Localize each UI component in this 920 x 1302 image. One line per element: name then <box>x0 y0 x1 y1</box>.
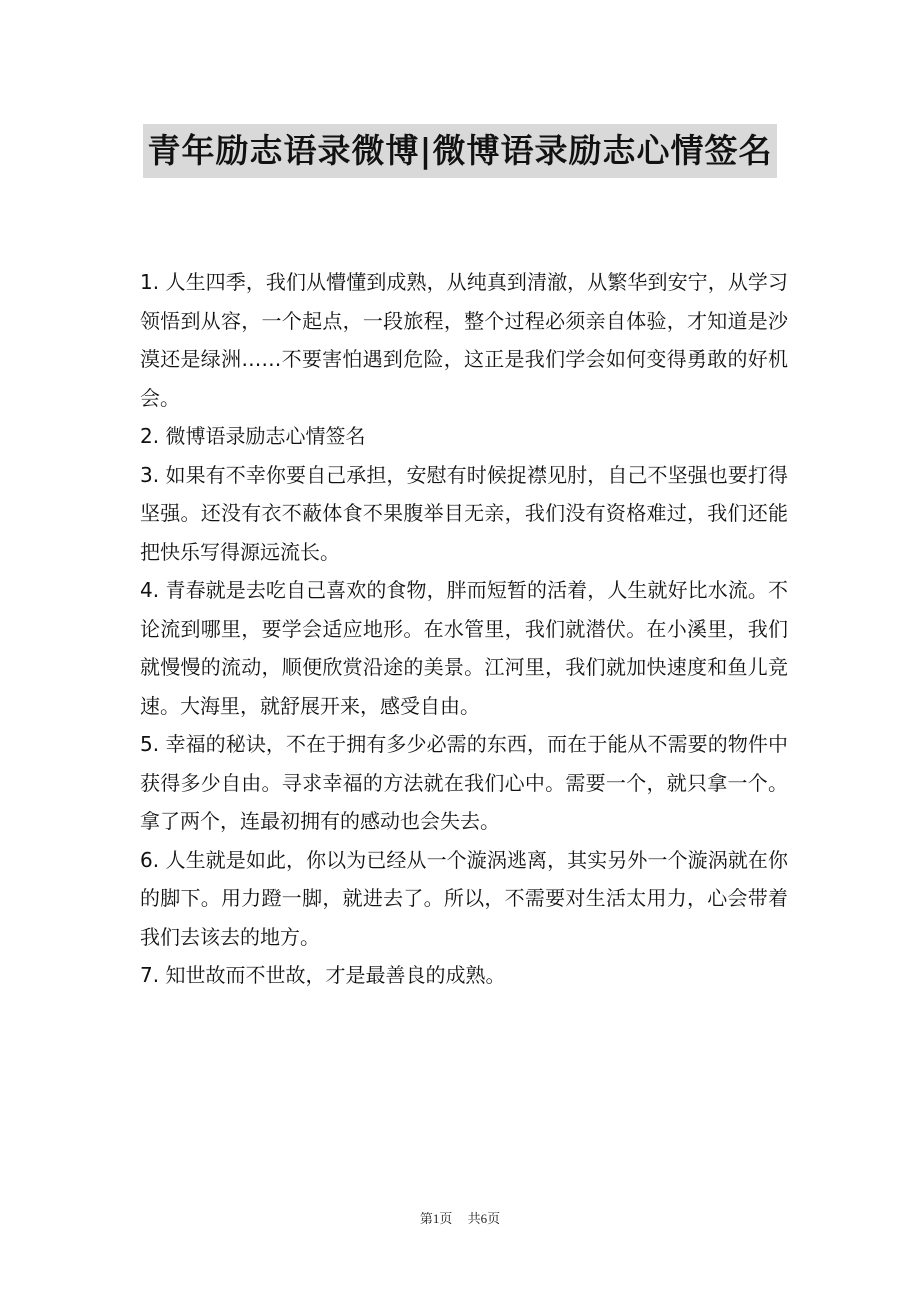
paragraph-7: 7. 知世故而不世故，才是最善良的成熟。 <box>140 963 506 987</box>
paragraph-4: 4. 青春就是去吃自己喜欢的食物，胖而短暂的活着，人生就好比水流。不论流到哪里，要学会适应地形。在水管里，我们就潜伏。在小溪里，我们就慢慢的流动，顺便欣赏沿途的美景。江河里，我们就加快速度和鱼儿竞速。大海里，就舒展开来，感受自由。 <box>140 578 788 718</box>
document-body <box>140 263 788 995</box>
paragraph-2: 2. 微博语录励志心情签名 <box>140 424 366 448</box>
title-container <box>0 124 920 178</box>
page-number-total: 共6页 <box>467 1211 501 1226</box>
paragraph-5: 5. 幸福的秘诀，不在于拥有多少必需的东西，而在于能从不需要的物件中获得多少自由。寻求幸福的方法就在我们心中。需要一个，就只拿一个。拿了两个，连最初拥有的感动也会失去。 <box>140 732 788 833</box>
page-footer <box>0 1208 920 1227</box>
paragraph-1: 1. 人生四季，我们从懵懂到成熟，从纯真到清澈，从繁华到安宁，从学习领悟到从容，一个起点，一段旅程，整个过程必须亲自体验，才知道是沙漠还是绿洲……不要害怕遇到危险，这正是我们学会如何变得勇敢的好机会。 <box>140 270 788 410</box>
document-title: 青年励志语录微博|微博语录励志心情签名 <box>143 124 776 178</box>
paragraph-3: 3. 如果有不幸你要自己承担，安慰有时候捉襟见肘，自己不坚强也要打得坚强。还没有衣不蔽体食不果腹举目无亲，我们没有资格难过，我们还能把快乐写得源远流长。 <box>140 462 788 564</box>
paragraph-6: 6. 人生就是如此，你以为已经从一个漩涡逃离，其实另外一个漩涡就在你的脚下。用力蹬一脚，就进去了。所以，不需要对生活太用力，心会带着我们去该去的地方。 <box>140 847 788 949</box>
page-number-current: 第1页 <box>419 1211 453 1226</box>
